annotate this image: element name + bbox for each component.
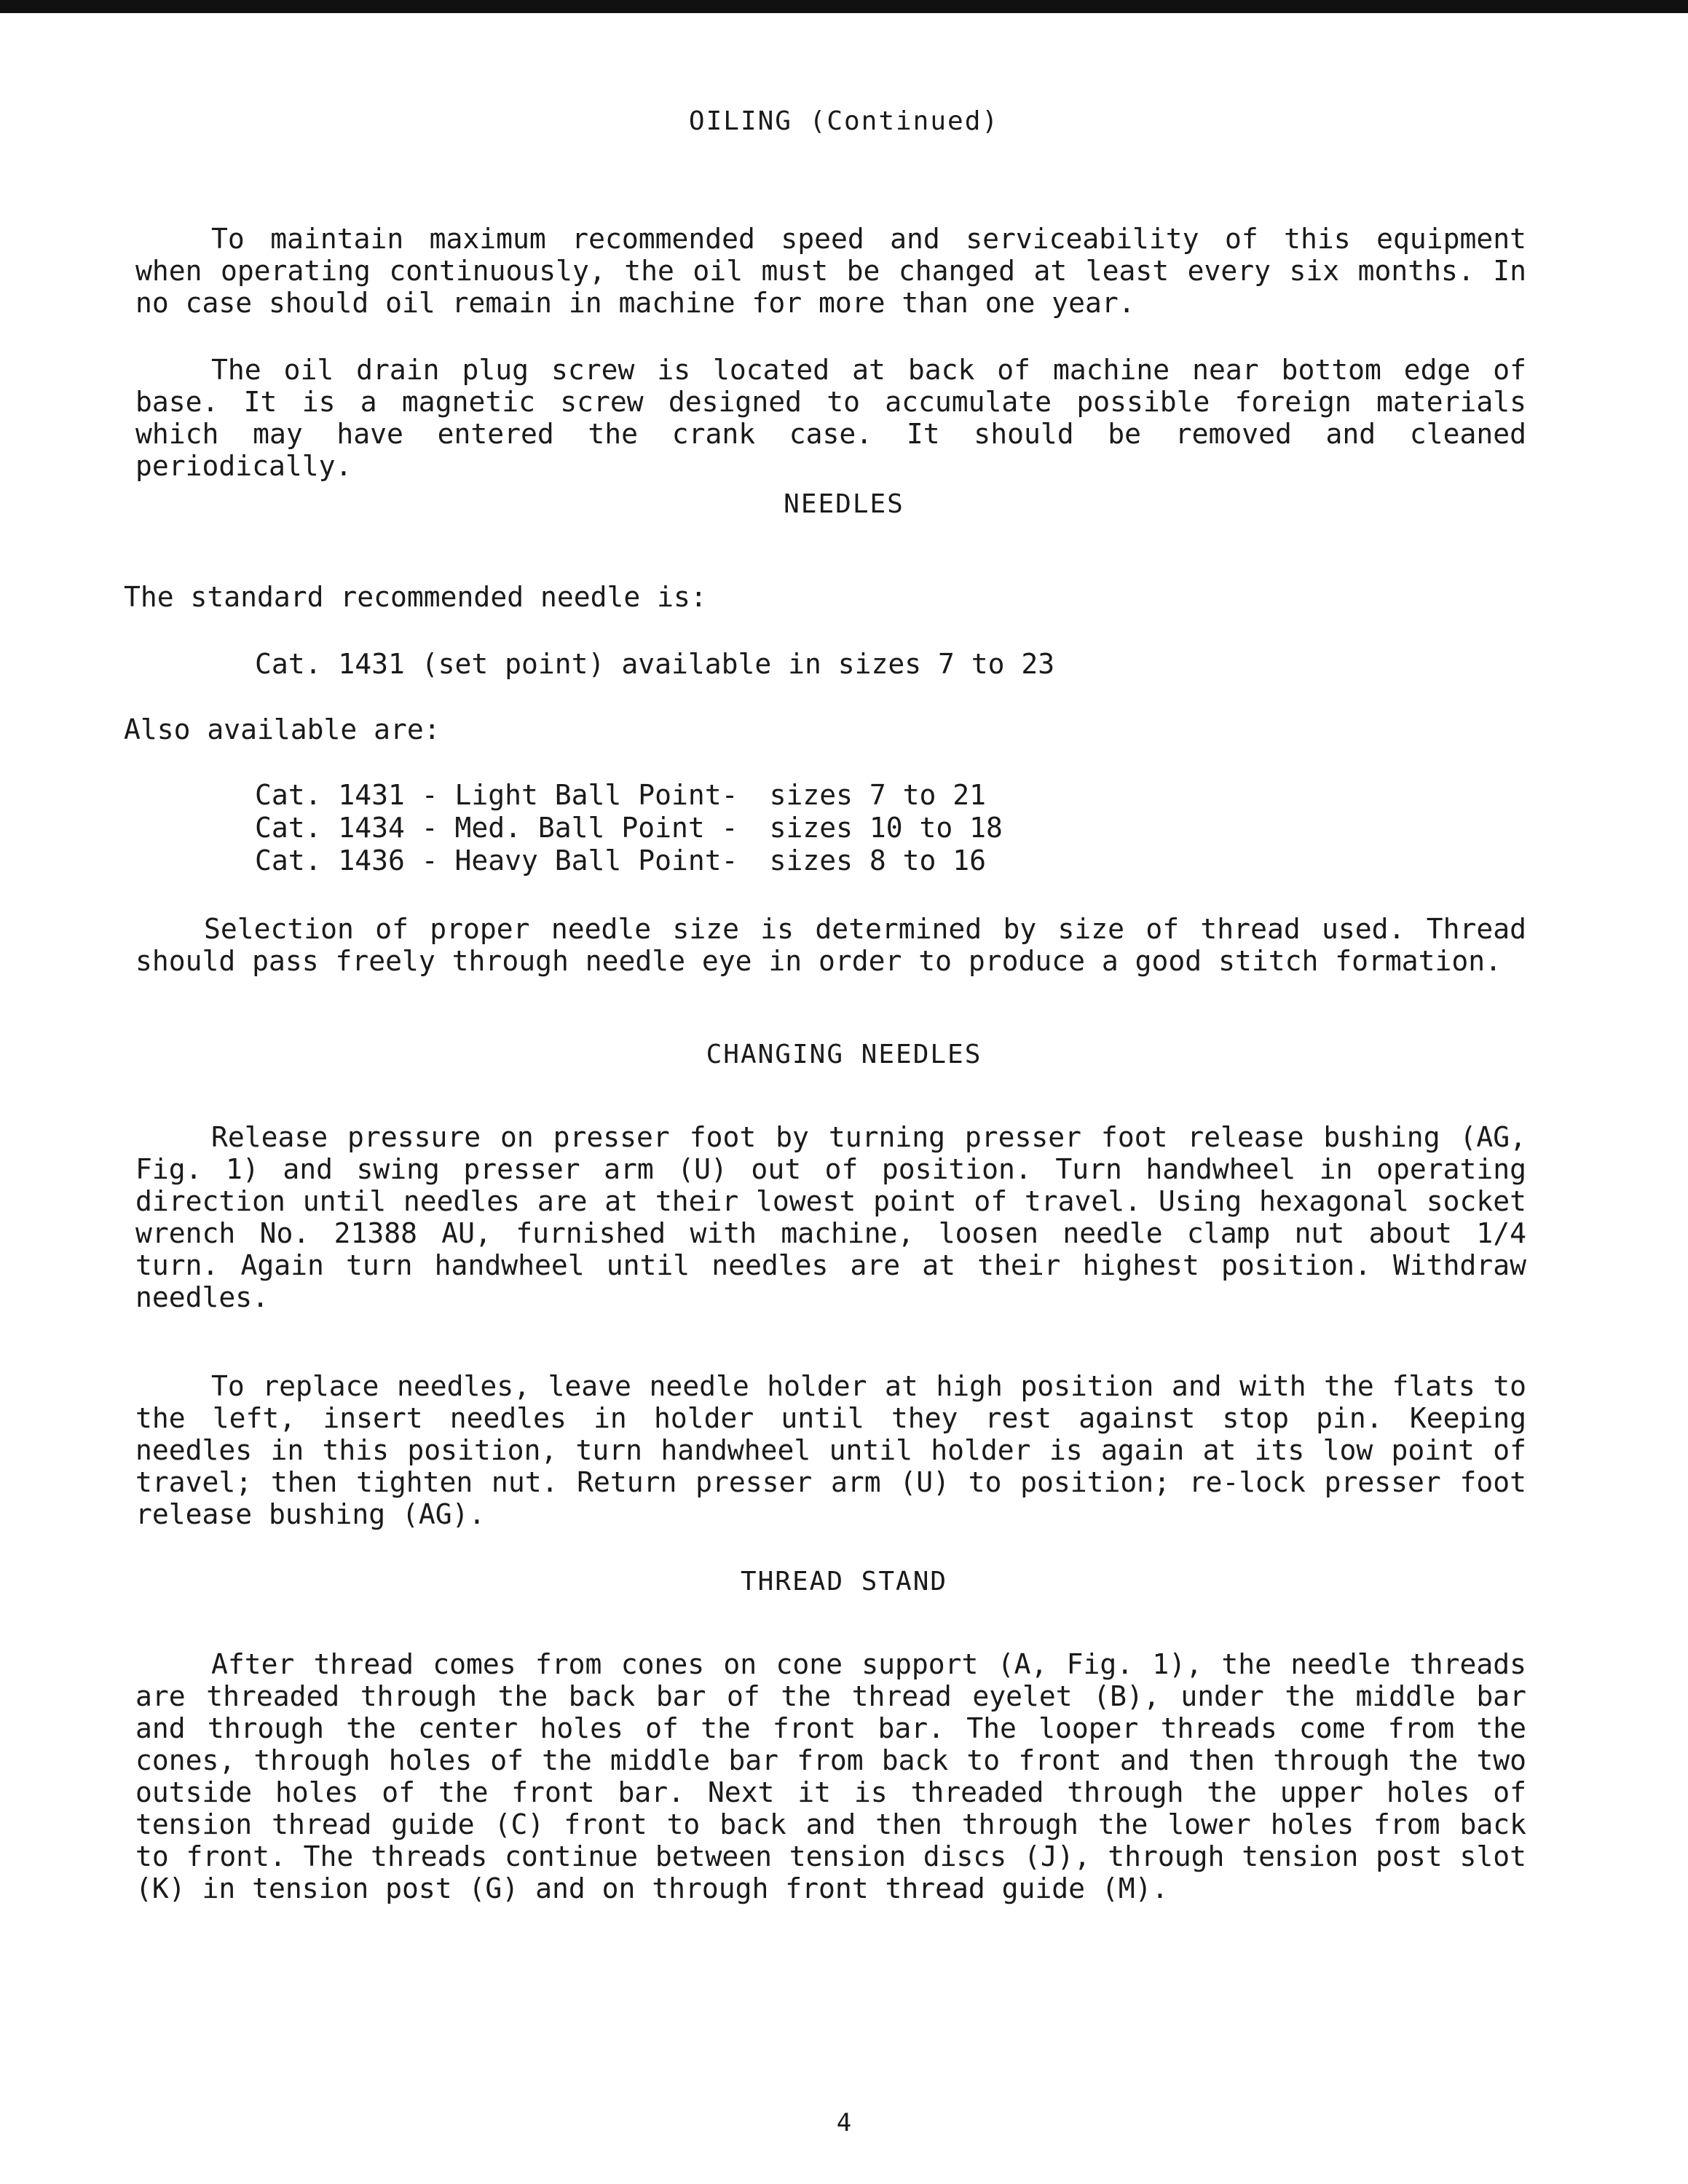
needle-sizes: sizes 8 to 16 xyxy=(769,844,987,877)
needle-catalog: Cat. 1434 - Med. Ball Point xyxy=(255,812,705,844)
needle-list-row xyxy=(255,779,1003,812)
needle-selection-paragraph: Selection of proper needle size is determined by size of thread used. Thread should pass freely through needle eye in order to produce a good stitch formation. xyxy=(135,913,1526,977)
heading-thread-stand: THREAD STAND xyxy=(740,1567,948,1597)
needle-catalog: Cat. 1431 - Light Ball Point xyxy=(255,779,722,811)
oiling-paragraph-1: To maintain maximum recommended speed and serviceability of this equipment when operating continuously, the oil must be changed at least every six months. In no case should oil remain in machine for more than one year. xyxy=(135,223,1526,319)
thread-stand-paragraph: After thread comes from cones on cone support (A, Fig. 1), the needle threads are threaded through the back bar of the thread eyelet (B), under the middle bar and through the center holes of the front bar. The looper threads come from the cones, through holes of the middle bar from back to front and then through the two outside holes of the front bar. Next it is threaded through the upper holes of tension thread guide (C) front to back and then through the lower holes from back to front. The threads continue between tension discs (J), through tension post slot (K) in tension post (G) and on through front thread guide (M). xyxy=(135,1648,1526,1904)
oiling-paragraph-2: The oil drain plug screw is located at back of machine near bottom edge of base. It is a magnetic screw designed to accumulate possible foreign materials which may have entered the crank case. It should be removed and cleaned periodically. xyxy=(135,354,1526,482)
needle-sizes: sizes 7 to 21 xyxy=(769,779,987,811)
changing-needles-paragraph-2: To replace needles, leave needle holder at high position and with the flats to the left, insert needles in holder until they rest against stop pin. Keeping needles in this position, turn handwheel until holder is again at its low point of travel; then tighten nut. Return presser arm (U) to position; re-lock presser foot release bushing (AG). xyxy=(135,1370,1526,1530)
needle-catalog: Cat. 1436 - Heavy Ball Point xyxy=(255,844,722,877)
heading-needles: NEEDLES xyxy=(784,489,904,519)
scan-top-edge xyxy=(0,0,1688,13)
heading-changing-needles: CHANGING NEEDLES xyxy=(706,1040,982,1069)
needle-dash: - xyxy=(721,779,738,811)
heading-oiling-continued: OILING (Continued) xyxy=(688,106,1000,136)
needle-list-row xyxy=(255,812,1003,844)
needles-intro: The standard recommended needle is: xyxy=(124,581,707,613)
needle-dash: - xyxy=(721,844,738,877)
needle-list xyxy=(255,779,1003,877)
needles-standard: Cat. 1431 (set point) available in sizes 7 to 23 xyxy=(255,648,1055,680)
needle-dash: - xyxy=(721,812,738,844)
page-number: 4 xyxy=(836,2108,852,2137)
needle-sizes: sizes 10 to 18 xyxy=(769,812,1003,844)
needle-list-row xyxy=(255,844,1003,877)
needles-also-available: Also available are: xyxy=(124,713,441,745)
changing-needles-paragraph-1: Release pressure on presser foot by turning presser foot release bushing (AG, Fig. 1) and swing presser arm (U) out of position. Turn handwheel in operating direction until needles are at their lowest point of travel. Using hexagonal socket wrench No. 21388 AU, furnished with machine, loosen needle clamp nut about 1/4 turn. Again turn handwheel until needles are at their highest position. Withdraw needles. xyxy=(135,1121,1526,1313)
